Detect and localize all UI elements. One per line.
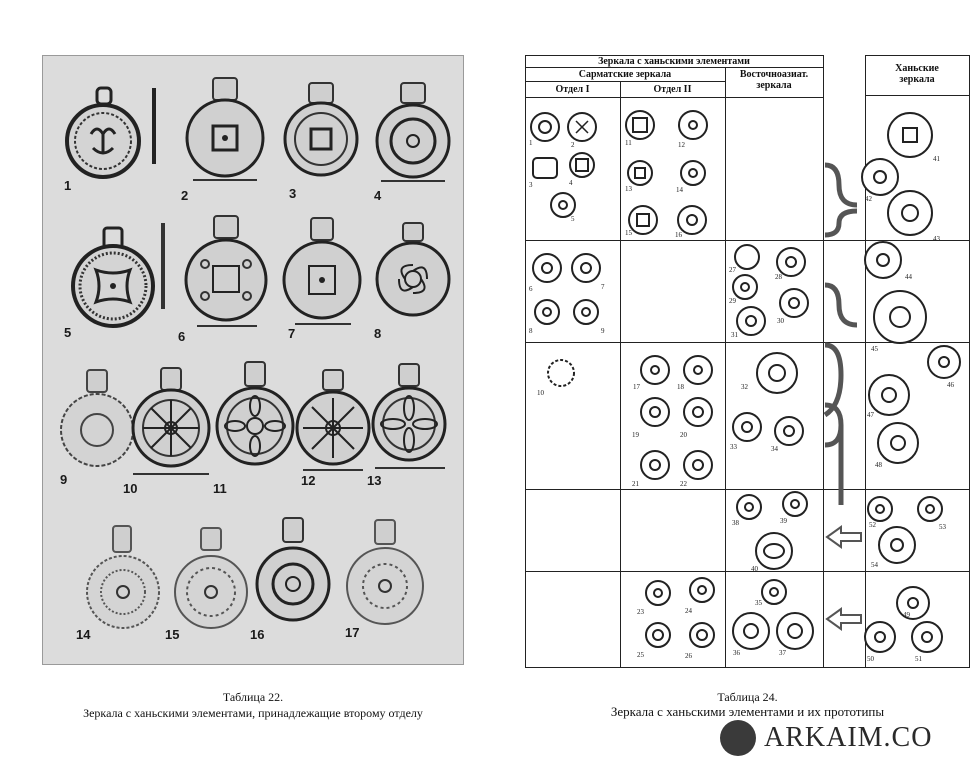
figure-number: 3	[289, 186, 297, 201]
item-number: 10	[537, 389, 544, 397]
item-number: 29	[729, 297, 736, 305]
plate-table-24	[525, 55, 970, 667]
item-number: 1	[529, 139, 533, 147]
item-number: 4	[569, 179, 573, 187]
header-dept-1: Отдел I	[555, 84, 590, 95]
figure-number: 14	[76, 627, 91, 642]
item-number: 52	[869, 521, 876, 529]
mirror-figure	[373, 221, 453, 325]
figure-number: 7	[288, 326, 296, 341]
item-number: 34	[771, 445, 778, 453]
figure-number: 6	[178, 329, 186, 344]
item-number: 43	[933, 235, 940, 243]
caption-title: Таблица 22.	[222, 690, 284, 704]
item-number: 22	[680, 480, 687, 488]
mirror-thumbnails	[525, 55, 970, 667]
figure-number: 9	[60, 472, 68, 487]
item-number: 5	[571, 215, 575, 223]
item-number: 18	[677, 383, 684, 391]
item-number: 3	[529, 181, 533, 189]
mirror-figure	[253, 516, 333, 628]
item-number: 12	[678, 141, 685, 149]
item-number: 23	[637, 608, 644, 616]
item-number: 35	[755, 599, 762, 607]
item-number: 19	[632, 431, 639, 439]
item-number: 45	[871, 345, 878, 353]
item-number: 36	[733, 649, 740, 657]
item-number: 6	[529, 285, 533, 293]
item-number: 51	[915, 655, 922, 663]
figure-number: 10	[123, 481, 138, 496]
item-number: 40	[751, 565, 758, 573]
figure-number: 11	[213, 481, 227, 496]
mirror-figure	[68, 226, 158, 330]
mirror-figure	[373, 81, 453, 185]
caption-text: Зеркала с ханьскими элементами, принадлежащие второму отделу	[83, 706, 423, 720]
caption-title: Таблица 24.	[717, 690, 778, 704]
figure-number: 5	[64, 325, 72, 340]
mirror-figure	[63, 86, 145, 186]
mirror-figure	[57, 368, 137, 474]
mirror-figure	[183, 214, 269, 332]
watermark-logo	[720, 718, 932, 758]
item-number: 50	[867, 655, 874, 663]
item-number: 48	[875, 461, 882, 469]
item-number: 30	[777, 317, 784, 325]
header-main: Зеркала с ханьскими элементами	[598, 56, 750, 67]
mirror-figure	[213, 360, 297, 476]
mirror-figure	[293, 368, 373, 474]
item-number: 53	[939, 523, 946, 531]
header-sarmatian: Сарматские зеркала	[578, 69, 672, 80]
item-number: 44	[905, 273, 912, 281]
mirror-side-profile	[149, 86, 159, 166]
figure-number: 13	[367, 473, 382, 488]
item-number: 20	[680, 431, 687, 439]
item-number: 2	[571, 141, 575, 149]
item-number: 41	[933, 155, 940, 163]
logo-dot-icon	[720, 720, 756, 756]
mirror-figure	[129, 366, 213, 478]
mirror-figure	[369, 362, 449, 472]
header-dept-2: Отдел II	[653, 84, 692, 95]
item-number: 38	[732, 519, 739, 527]
item-number: 17	[633, 383, 640, 391]
item-number: 27	[729, 266, 736, 274]
figure-number: 16	[250, 627, 265, 642]
caption-text: Зеркала с ханьскими элементами и их прототипы	[610, 704, 885, 719]
item-number: 9	[601, 327, 605, 335]
item-number: 54	[871, 561, 878, 569]
item-number: 39	[780, 517, 787, 525]
header-east-asian: Восточноазиат. зеркала	[739, 69, 809, 91]
figure-number: 15	[165, 627, 180, 642]
item-number: 16	[675, 231, 682, 239]
item-number: 42	[865, 195, 872, 203]
plate-table-22	[42, 55, 464, 665]
figure-number: 4	[374, 188, 382, 203]
item-number: 8	[529, 327, 533, 335]
item-number: 24	[685, 607, 692, 615]
mirror-figure	[281, 81, 361, 181]
item-number: 13	[625, 185, 632, 193]
mirror-figure	[171, 526, 251, 636]
item-number: 26	[685, 652, 692, 660]
item-number: 32	[741, 383, 748, 391]
item-number: 25	[637, 651, 644, 659]
item-number: 28	[775, 273, 782, 281]
mirror-figure	[83, 524, 163, 636]
mirror-figure	[183, 76, 267, 188]
item-number: 37	[779, 649, 786, 657]
item-number: 21	[632, 480, 639, 488]
figure-number: 2	[181, 188, 189, 203]
item-number: 47	[867, 411, 874, 419]
item-number: 7	[601, 283, 605, 291]
header-han: Ханьские зеркала	[895, 63, 939, 85]
figure-number: 1	[64, 178, 72, 193]
figure-number: 12	[301, 473, 316, 488]
figure-number: 8	[374, 326, 382, 341]
item-number: 11	[625, 139, 632, 147]
mirror-figure	[281, 216, 363, 328]
item-number: 15	[625, 229, 632, 237]
item-number: 46	[947, 381, 954, 389]
mirror-side-profile	[158, 221, 168, 311]
item-number: 33	[730, 443, 737, 451]
item-number: 49	[903, 611, 910, 619]
figure-number: 17	[345, 625, 360, 640]
item-number: 14	[676, 186, 683, 194]
watermark-text: ARKAIM.CO	[764, 722, 933, 753]
item-number: 31	[731, 331, 738, 339]
mirror-figure	[343, 518, 427, 630]
